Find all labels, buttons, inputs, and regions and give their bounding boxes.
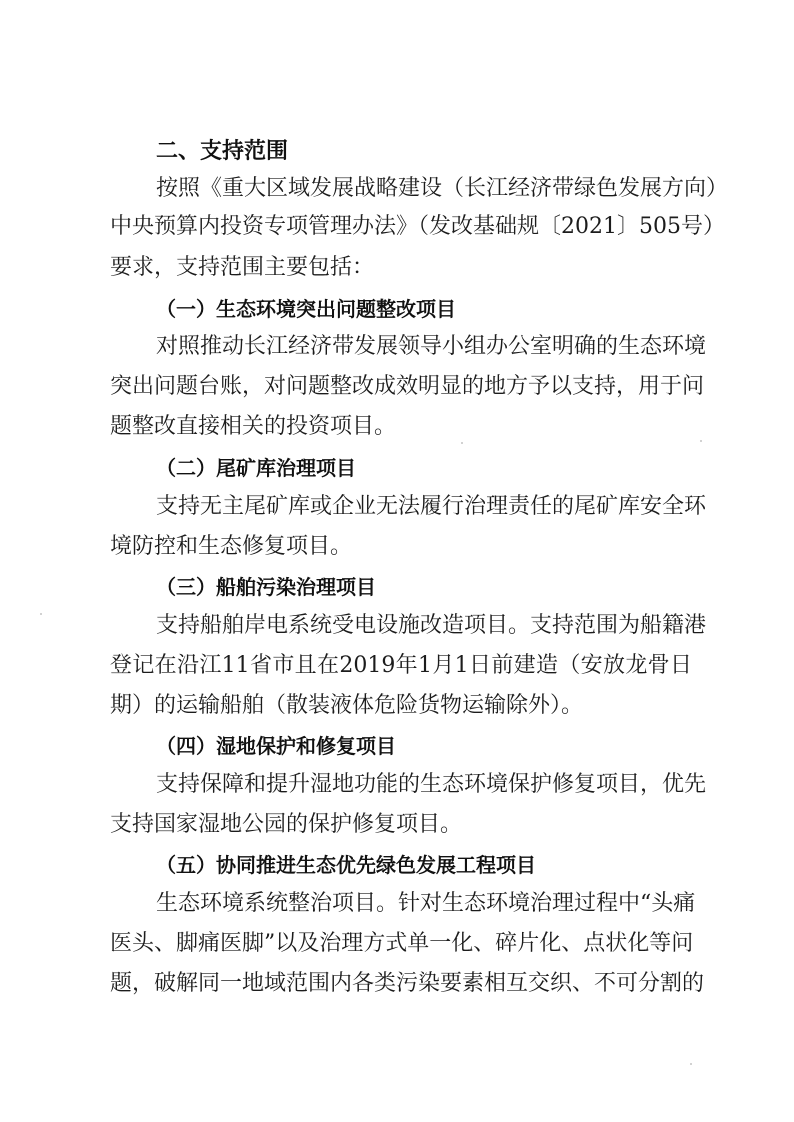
- item-heading: （五）协同推进生态优先绿色发展工程项目: [156, 853, 536, 877]
- item-body-line: 题整改直接相关的投资项目。: [110, 414, 397, 439]
- intro-line: 要求，支持范围主要包括：: [110, 255, 375, 280]
- scan-speck: [40, 613, 42, 615]
- item-body-line: 突出问题台账，对问题整改成效明显的地方予以支持，用于问: [110, 374, 705, 399]
- item-body-line: 支持保障和提升湿地功能的生态环境保护修复项目，优先: [156, 772, 707, 797]
- item-heading: （二）尾矿库治理项目: [156, 456, 356, 480]
- item-body-line: 题，破解同一地域范围内各类污染要素相互交织、不可分割的: [110, 971, 705, 996]
- intro-line: 中央预算内投资专项管理办法》（发改基础规〔2021〕505号）: [110, 214, 725, 239]
- item-body-line: 支持无主尾矿库或企业无法履行治理责任的尾矿库安全环: [156, 494, 707, 519]
- item-body-line: 期）的运输船舶（散装液体危险货物运输除外）。: [110, 693, 584, 718]
- item-body-line: 境防控和生态修复项目。: [110, 534, 353, 559]
- scan-speck: [690, 1063, 692, 1065]
- item-body-line: 支持船舶岸电系统受电设施改造项目。支持范围为船籍港: [156, 613, 707, 638]
- scan-speck: [461, 442, 463, 444]
- section-title: 二、支持范围: [156, 139, 289, 164]
- item-heading: （一）生态环境突出问题整改项目: [156, 297, 456, 321]
- intro-line: 按照《重大区域发展战略建设（长江经济带绿色发展方向）: [156, 176, 729, 201]
- item-body-line: 医头、脚痛医脚”以及治理方式单一化、碎片化、点状化等问: [110, 931, 694, 956]
- item-body-line: 生态环境系统整治项目。针对生态环境治理过程中“头痛: [156, 891, 696, 916]
- item-body-line: 登记在沿江11省市且在2019年1月1日前建造（安放龙骨日: [110, 653, 692, 678]
- scan-speck: [700, 440, 702, 442]
- item-heading: （四）湿地保护和修复项目: [156, 734, 396, 758]
- item-heading: （三）船舶污染治理项目: [156, 575, 376, 599]
- item-body-line: 对照推动长江经济带发展领导小组办公室明确的生态环境: [156, 334, 707, 359]
- item-body-line: 支持国家湿地公园的保护修复项目。: [110, 812, 463, 837]
